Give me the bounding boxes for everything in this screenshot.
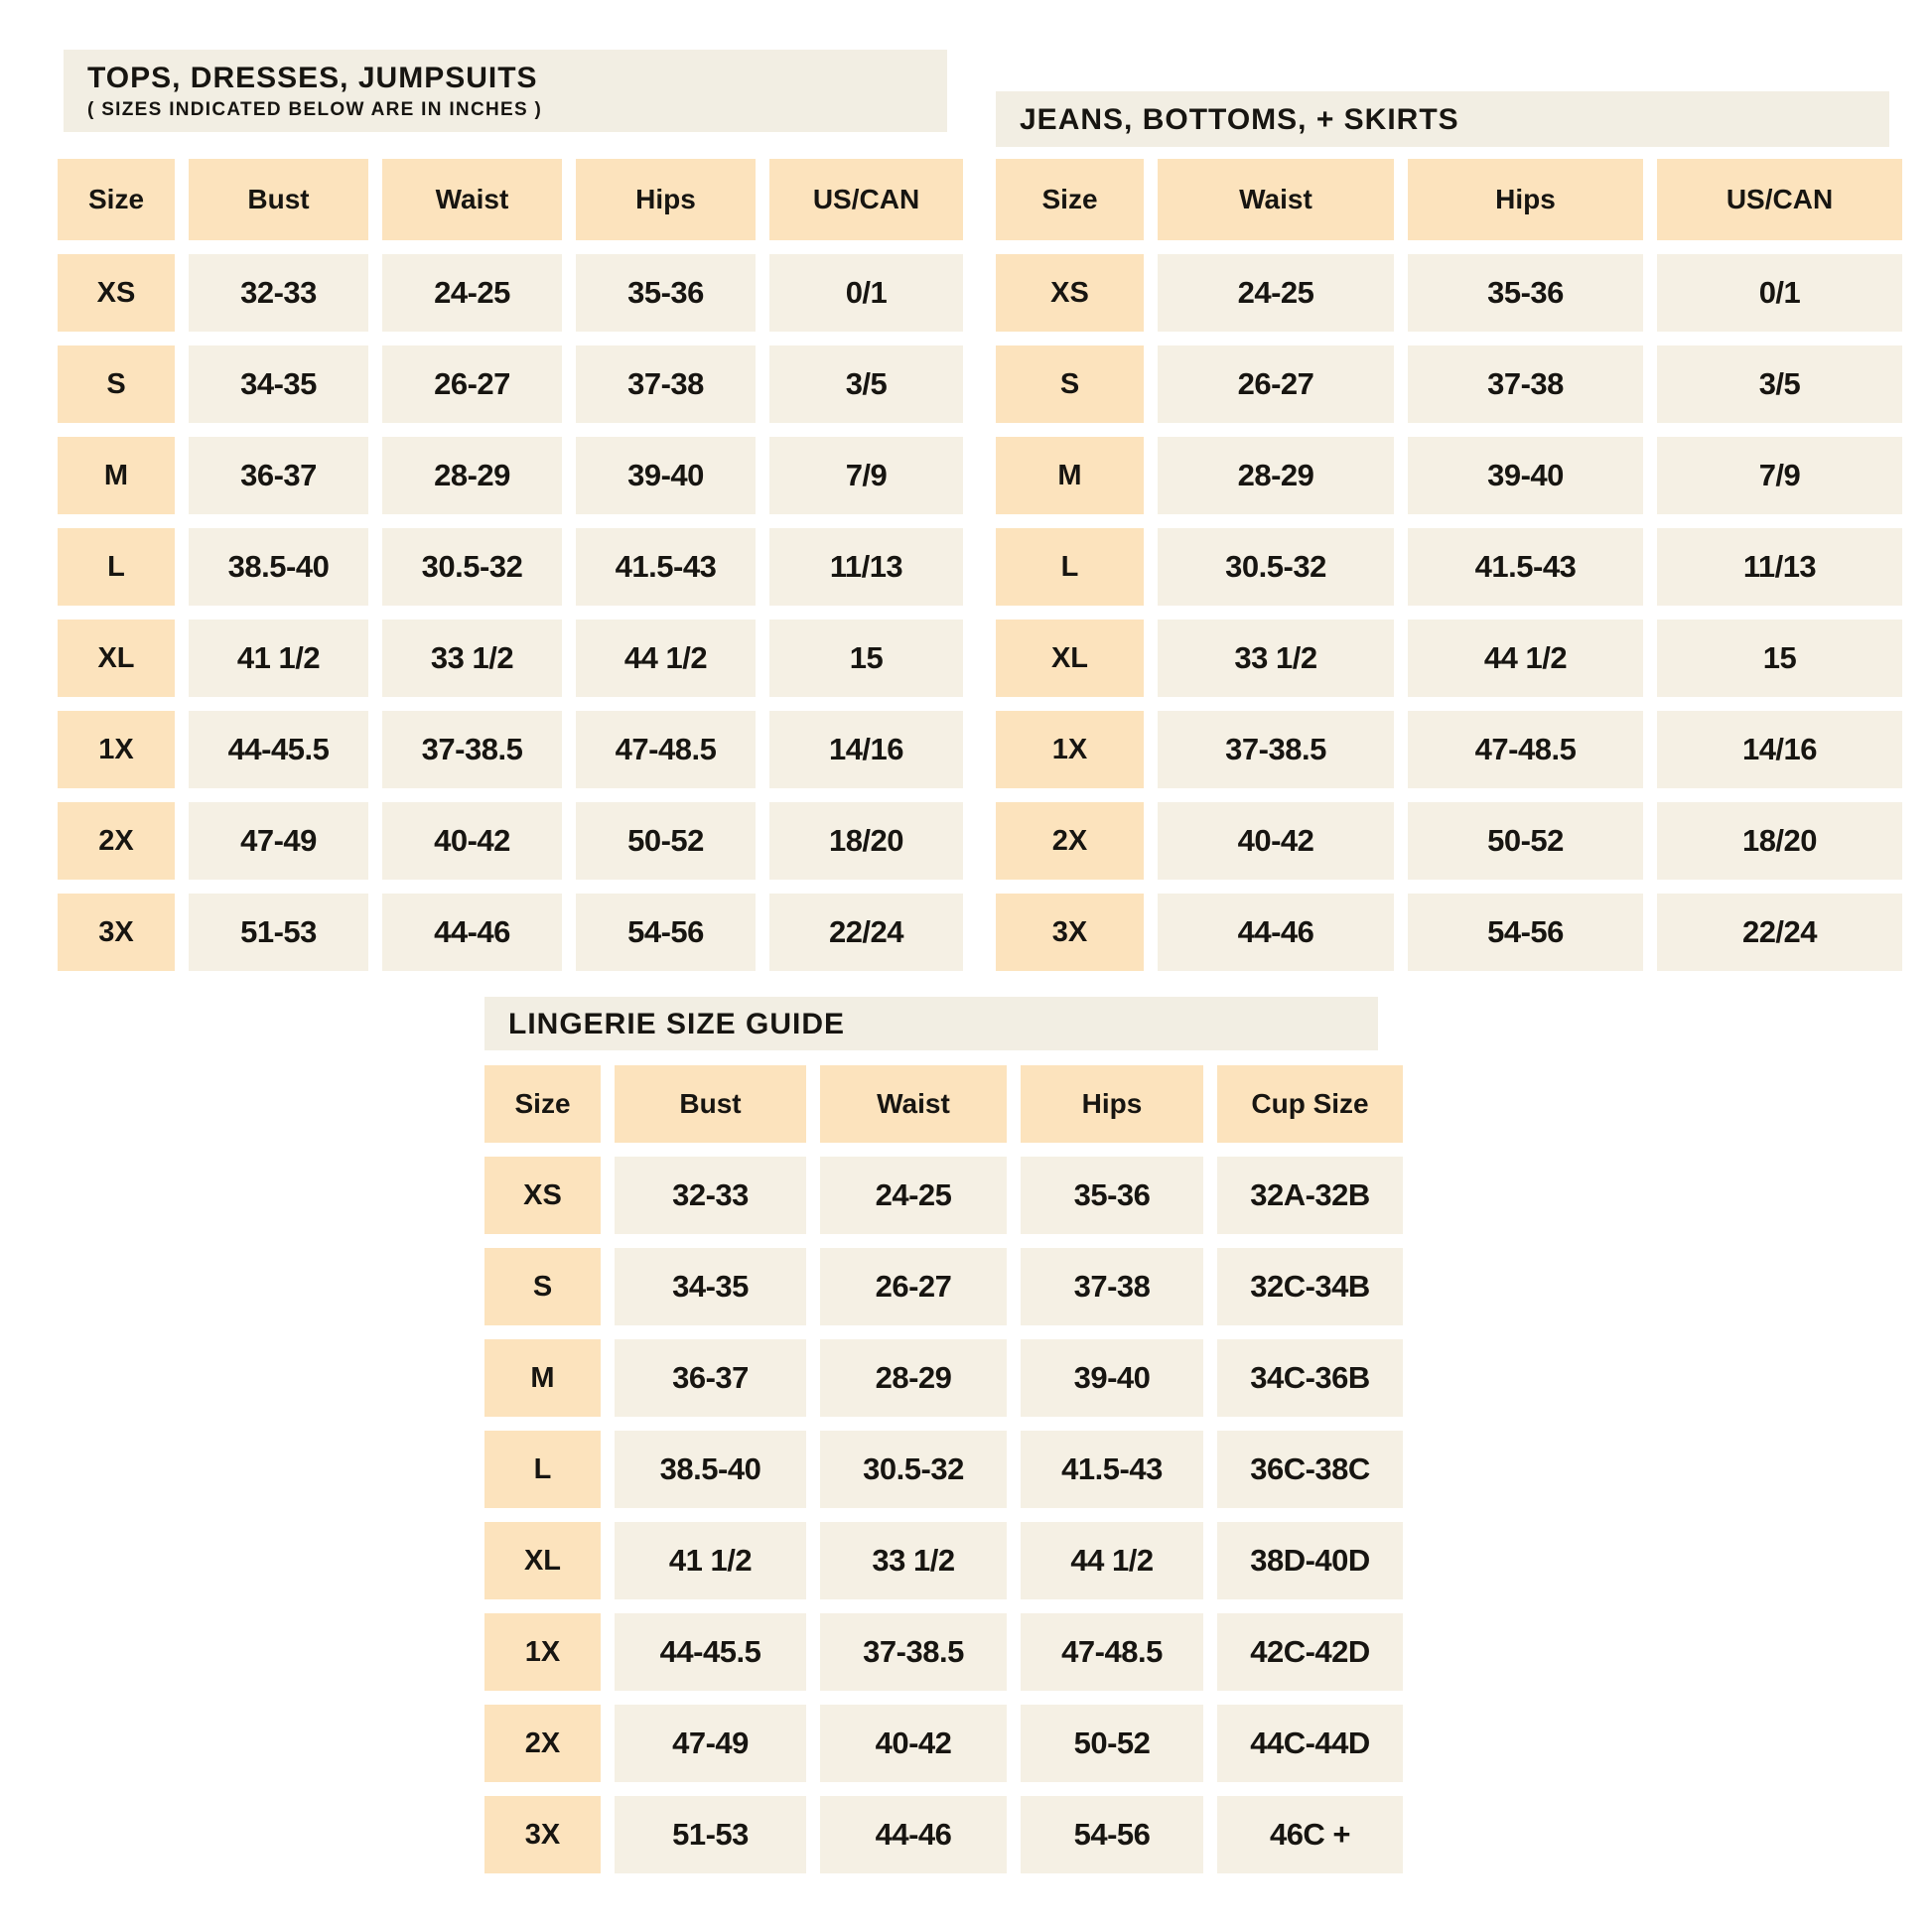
column-header-size: Size: [484, 1065, 601, 1143]
table-cell: 39-40: [576, 437, 756, 514]
table-cell: 47-48.5: [1021, 1613, 1203, 1691]
table-section-jeans-bottoms-skirts: [996, 91, 1902, 971]
table-cell: 34C-36B: [1217, 1339, 1403, 1417]
column-header-hips: Hips: [1408, 159, 1643, 240]
table-cell: 30.5-32: [1158, 528, 1394, 606]
table-cell: 38.5-40: [189, 528, 368, 606]
table-cell: 40-42: [820, 1705, 1007, 1782]
table-cell: 11/13: [1657, 528, 1902, 606]
table-cell: 32A-32B: [1217, 1157, 1403, 1234]
column-header-waist: Waist: [820, 1065, 1007, 1143]
table-section-tops-dresses-jumpsuits: [58, 50, 963, 971]
column-header-waist: Waist: [382, 159, 562, 240]
table-cell: 26-27: [820, 1248, 1007, 1325]
size-label: XL: [58, 620, 175, 697]
table-cell: 38D-40D: [1217, 1522, 1403, 1599]
size-label: 1X: [996, 711, 1144, 788]
table-cell: 0/1: [769, 254, 963, 332]
table-cell: 7/9: [769, 437, 963, 514]
table-title: JEANS, BOTTOMS, + SKIRTS: [1020, 102, 1459, 136]
size-label: 1X: [484, 1613, 601, 1691]
table-cell: 44C-44D: [1217, 1705, 1403, 1782]
size-label: 2X: [996, 802, 1144, 880]
table-cell: 24-25: [382, 254, 562, 332]
table-cell: 26-27: [382, 345, 562, 423]
table-subtitle: ( SIZES INDICATED BELOW ARE IN INCHES ): [87, 98, 543, 120]
table-cell: 34-35: [615, 1248, 806, 1325]
table-cell: 54-56: [576, 894, 756, 971]
size-label: M: [996, 437, 1144, 514]
column-header-hips: Hips: [1021, 1065, 1203, 1143]
table-title-banner-jeans: [996, 91, 1889, 147]
table-cell: 28-29: [820, 1339, 1007, 1417]
table-cell: 14/16: [1657, 711, 1902, 788]
table-title-banner-lingerie: [484, 997, 1378, 1050]
table-cell: 3/5: [769, 345, 963, 423]
size-label: 1X: [58, 711, 175, 788]
table-cell: 37-38.5: [382, 711, 562, 788]
column-header-waist: Waist: [1158, 159, 1394, 240]
table-cell: 32-33: [189, 254, 368, 332]
size-label: S: [996, 345, 1144, 423]
table-cell: 3/5: [1657, 345, 1902, 423]
size-label: 3X: [484, 1796, 601, 1873]
size-label: S: [58, 345, 175, 423]
table-cell: 41.5-43: [1021, 1431, 1203, 1508]
column-header-bust: Bust: [189, 159, 368, 240]
table-cell: 51-53: [189, 894, 368, 971]
table-cell: 44-45.5: [189, 711, 368, 788]
table-cell: 44 1/2: [1021, 1522, 1203, 1599]
size-label: S: [484, 1248, 601, 1325]
table-cell: 41.5-43: [576, 528, 756, 606]
table-cell: 42C-42D: [1217, 1613, 1403, 1691]
table-cell: 15: [1657, 620, 1902, 697]
table-section-lingerie: [484, 997, 1403, 1873]
table-cell: 33 1/2: [1158, 620, 1394, 697]
table-cell: 35-36: [1408, 254, 1643, 332]
table-cell: 22/24: [1657, 894, 1902, 971]
table-cell: 50-52: [1408, 802, 1643, 880]
table-cell: 37-38.5: [1158, 711, 1394, 788]
table-cell: 24-25: [820, 1157, 1007, 1234]
table-cell: 32-33: [615, 1157, 806, 1234]
size-label: M: [484, 1339, 601, 1417]
table-cell: 40-42: [382, 802, 562, 880]
table-cell: 46C +: [1217, 1796, 1403, 1873]
table-cell: 54-56: [1021, 1796, 1203, 1873]
column-header-hips: Hips: [576, 159, 756, 240]
table-cell: 33 1/2: [382, 620, 562, 697]
table-cell: 41.5-43: [1408, 528, 1643, 606]
table-cell: 47-49: [615, 1705, 806, 1782]
table-cell: 7/9: [1657, 437, 1902, 514]
column-header-us-can: US/CAN: [769, 159, 963, 240]
table-cell: 51-53: [615, 1796, 806, 1873]
table-cell: 38.5-40: [615, 1431, 806, 1508]
size-table-jeans: [996, 159, 1902, 971]
table-cell: 54-56: [1408, 894, 1643, 971]
table-cell: 50-52: [1021, 1705, 1203, 1782]
table-cell: 26-27: [1158, 345, 1394, 423]
table-title-banner-tops: [64, 50, 947, 132]
size-label: L: [484, 1431, 601, 1508]
table-cell: 32C-34B: [1217, 1248, 1403, 1325]
table-title: LINGERIE SIZE GUIDE: [508, 1007, 846, 1040]
table-cell: 41 1/2: [615, 1522, 806, 1599]
size-label: M: [58, 437, 175, 514]
table-cell: 30.5-32: [382, 528, 562, 606]
table-cell: 28-29: [1158, 437, 1394, 514]
size-label: 3X: [996, 894, 1144, 971]
table-cell: 39-40: [1021, 1339, 1203, 1417]
table-cell: 50-52: [576, 802, 756, 880]
table-cell: 14/16: [769, 711, 963, 788]
table-cell: 15: [769, 620, 963, 697]
column-header-size: Size: [58, 159, 175, 240]
table-cell: 34-35: [189, 345, 368, 423]
size-label: XS: [484, 1157, 601, 1234]
size-label: 2X: [484, 1705, 601, 1782]
size-table-lingerie: [484, 1065, 1403, 1873]
column-header-us-can: US/CAN: [1657, 159, 1902, 240]
size-label: XS: [58, 254, 175, 332]
table-cell: 30.5-32: [820, 1431, 1007, 1508]
table-cell: 40-42: [1158, 802, 1394, 880]
size-label: XL: [996, 620, 1144, 697]
table-cell: 37-38.5: [820, 1613, 1007, 1691]
table-cell: 44 1/2: [576, 620, 756, 697]
column-header-cup-size: Cup Size: [1217, 1065, 1403, 1143]
table-title: TOPS, DRESSES, JUMPSUITS: [87, 61, 538, 94]
table-cell: 37-38: [576, 345, 756, 423]
table-cell: 11/13: [769, 528, 963, 606]
table-cell: 47-48.5: [576, 711, 756, 788]
column-header-size: Size: [996, 159, 1144, 240]
table-cell: 36-37: [615, 1339, 806, 1417]
table-cell: 35-36: [576, 254, 756, 332]
table-cell: 44-46: [1158, 894, 1394, 971]
size-label: L: [58, 528, 175, 606]
table-cell: 22/24: [769, 894, 963, 971]
column-header-bust: Bust: [615, 1065, 806, 1143]
table-cell: 44 1/2: [1408, 620, 1643, 697]
size-label: L: [996, 528, 1144, 606]
size-label: XS: [996, 254, 1144, 332]
table-cell: 44-45.5: [615, 1613, 806, 1691]
table-cell: 0/1: [1657, 254, 1902, 332]
table-cell: 18/20: [1657, 802, 1902, 880]
table-cell: 37-38: [1021, 1248, 1203, 1325]
table-cell: 24-25: [1158, 254, 1394, 332]
table-cell: 44-46: [820, 1796, 1007, 1873]
table-cell: 36C-38C: [1217, 1431, 1403, 1508]
table-cell: 39-40: [1408, 437, 1643, 514]
table-cell: 28-29: [382, 437, 562, 514]
table-cell: 47-48.5: [1408, 711, 1643, 788]
size-label: XL: [484, 1522, 601, 1599]
table-cell: 33 1/2: [820, 1522, 1007, 1599]
size-label: 2X: [58, 802, 175, 880]
size-label: 3X: [58, 894, 175, 971]
table-cell: 18/20: [769, 802, 963, 880]
table-cell: 44-46: [382, 894, 562, 971]
size-table-tops: [58, 159, 963, 971]
table-cell: 47-49: [189, 802, 368, 880]
table-cell: 36-37: [189, 437, 368, 514]
table-cell: 41 1/2: [189, 620, 368, 697]
table-cell: 35-36: [1021, 1157, 1203, 1234]
table-cell: 37-38: [1408, 345, 1643, 423]
